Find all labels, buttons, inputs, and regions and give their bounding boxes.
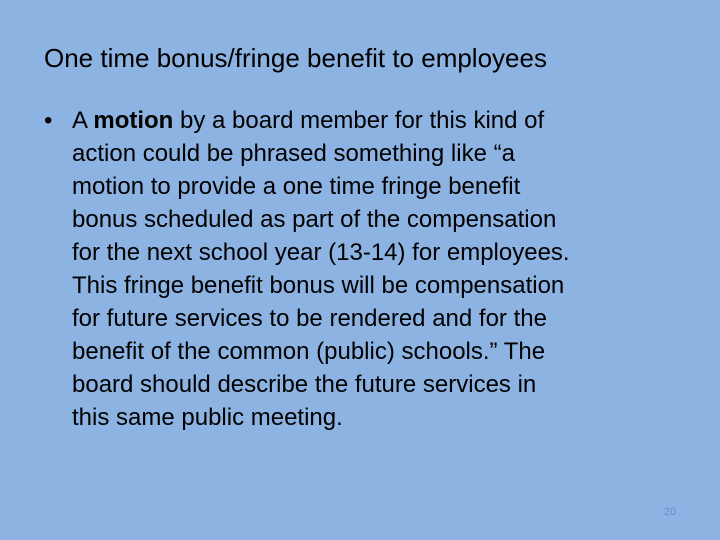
bullet-line-9: board should describe the future services in [72, 371, 537, 398]
bullet-line-6: This fringe benefit bonus will be compensation [72, 272, 565, 299]
bullet-line-1 [72, 104, 684, 137]
bullet-text [72, 104, 684, 434]
bullet-line-1-post: by a board member for this kind of [173, 107, 545, 134]
bullet-line-8: benefit of the common (public) schools.” The [72, 338, 546, 365]
bullet-line-5: for the next school year (13-14) for employees. [72, 239, 570, 266]
bullet-line-10: this same public meeting. [72, 404, 343, 431]
bullet-emphasis-motion: motion [93, 107, 174, 134]
bullet-line-3: motion to provide a one time fringe benefit [72, 173, 521, 200]
bullet-line-4: bonus scheduled as part of the compensation [72, 206, 557, 233]
slide-title: One time bonus/fringe benefit to employees [44, 43, 547, 73]
bullet-line-2: action could be phrased something like “a [72, 140, 515, 167]
page-number: 20 [663, 506, 677, 518]
bullet-line-1-pre: A [72, 107, 94, 134]
bullet-marker: • [44, 107, 53, 134]
bullet-line-7: for future services to be rendered and for the [72, 305, 547, 332]
